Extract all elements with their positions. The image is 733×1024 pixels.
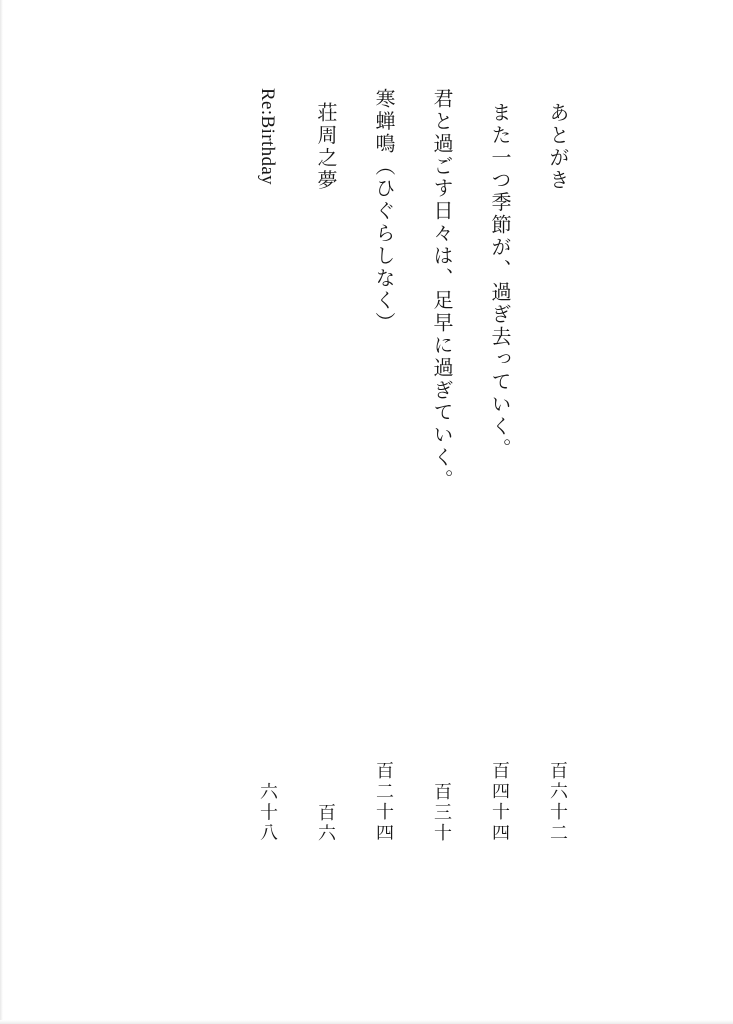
toc-entry[interactable]: [517, 88, 575, 928]
toc-entry-title: あとがき: [546, 102, 568, 192]
toc-entry-page: 百四十四: [490, 761, 510, 844]
toc-entry-page: 百三十: [432, 781, 452, 844]
toc-entry-page: 百二十四: [374, 761, 394, 844]
toc-entry[interactable]: [401, 88, 459, 928]
toc-entry-title: 荘周之夢: [314, 102, 336, 192]
toc-entry-title: Re:Birthday: [257, 88, 278, 186]
toc-entry-page: 六十八: [258, 781, 278, 844]
toc-entry-page: 百六: [316, 802, 336, 844]
toc-entry[interactable]: [343, 88, 401, 928]
toc-entry[interactable]: [459, 88, 517, 928]
table-of-contents: [227, 88, 575, 928]
toc-entry-page: 百六十二: [548, 761, 568, 844]
toc-entry[interactable]: [227, 88, 285, 928]
toc-entry-title: 寒蝉鳴（ひぐらしなく）: [372, 88, 394, 335]
toc-entry-title: 君と過ごす日々は、足早に過ぎていく。: [430, 88, 452, 492]
toc-entry[interactable]: [285, 88, 343, 928]
toc-entry-title: また一つ季節が、過ぎ去っていく。: [488, 102, 510, 461]
